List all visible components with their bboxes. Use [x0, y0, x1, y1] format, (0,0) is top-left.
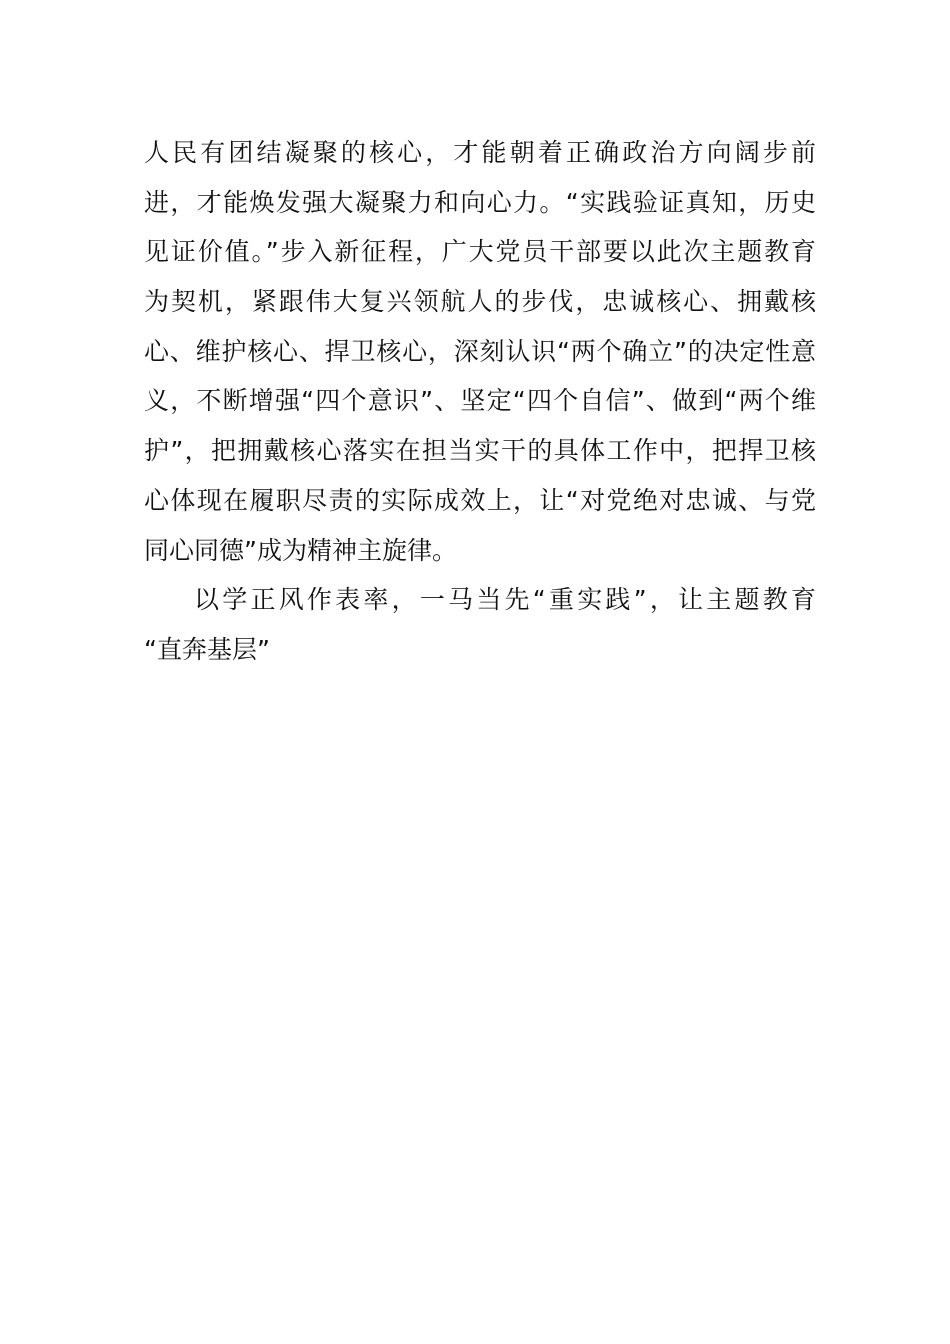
- paragraph-line: 人民有团结凝聚的核心，才能朝着正确政治方向阔步前: [144, 138, 816, 167]
- section-heading-line: 以学正风作表率，一马当先“重实践”，让主题教育: [194, 585, 816, 615]
- paragraph-line: 同心同德”成为精神主旋律。: [144, 535, 457, 565]
- paragraph-line: 见证价值。”步入新征程，广大党员干部要以此次主题教育: [144, 237, 816, 267]
- paragraph-line: 护”，把拥戴核心落实在担当实干的具体工作中，把捍卫核: [144, 436, 816, 466]
- paragraph-line: 为契机，紧跟伟大复兴领航人的步伐，忠诚核心、拥戴核: [144, 287, 816, 317]
- document-body: [144, 128, 816, 675]
- paragraph-line: 进，才能焕发强大凝聚力和向心力。“实践验证真知，历史: [144, 187, 816, 217]
- paragraph-line: 义，不断增强“四个意识”、坚定“四个自信”、做到“两个维: [144, 386, 816, 416]
- section-heading-line: “直奔基层”: [144, 634, 270, 664]
- paragraph-line: 心、维护核心、捍卫核心，深刻认识“两个确立”的决定性意: [144, 336, 816, 366]
- paragraph-line: 心体现在履职尽责的实际成效上，让“对党绝对忠诚、与党: [144, 485, 816, 515]
